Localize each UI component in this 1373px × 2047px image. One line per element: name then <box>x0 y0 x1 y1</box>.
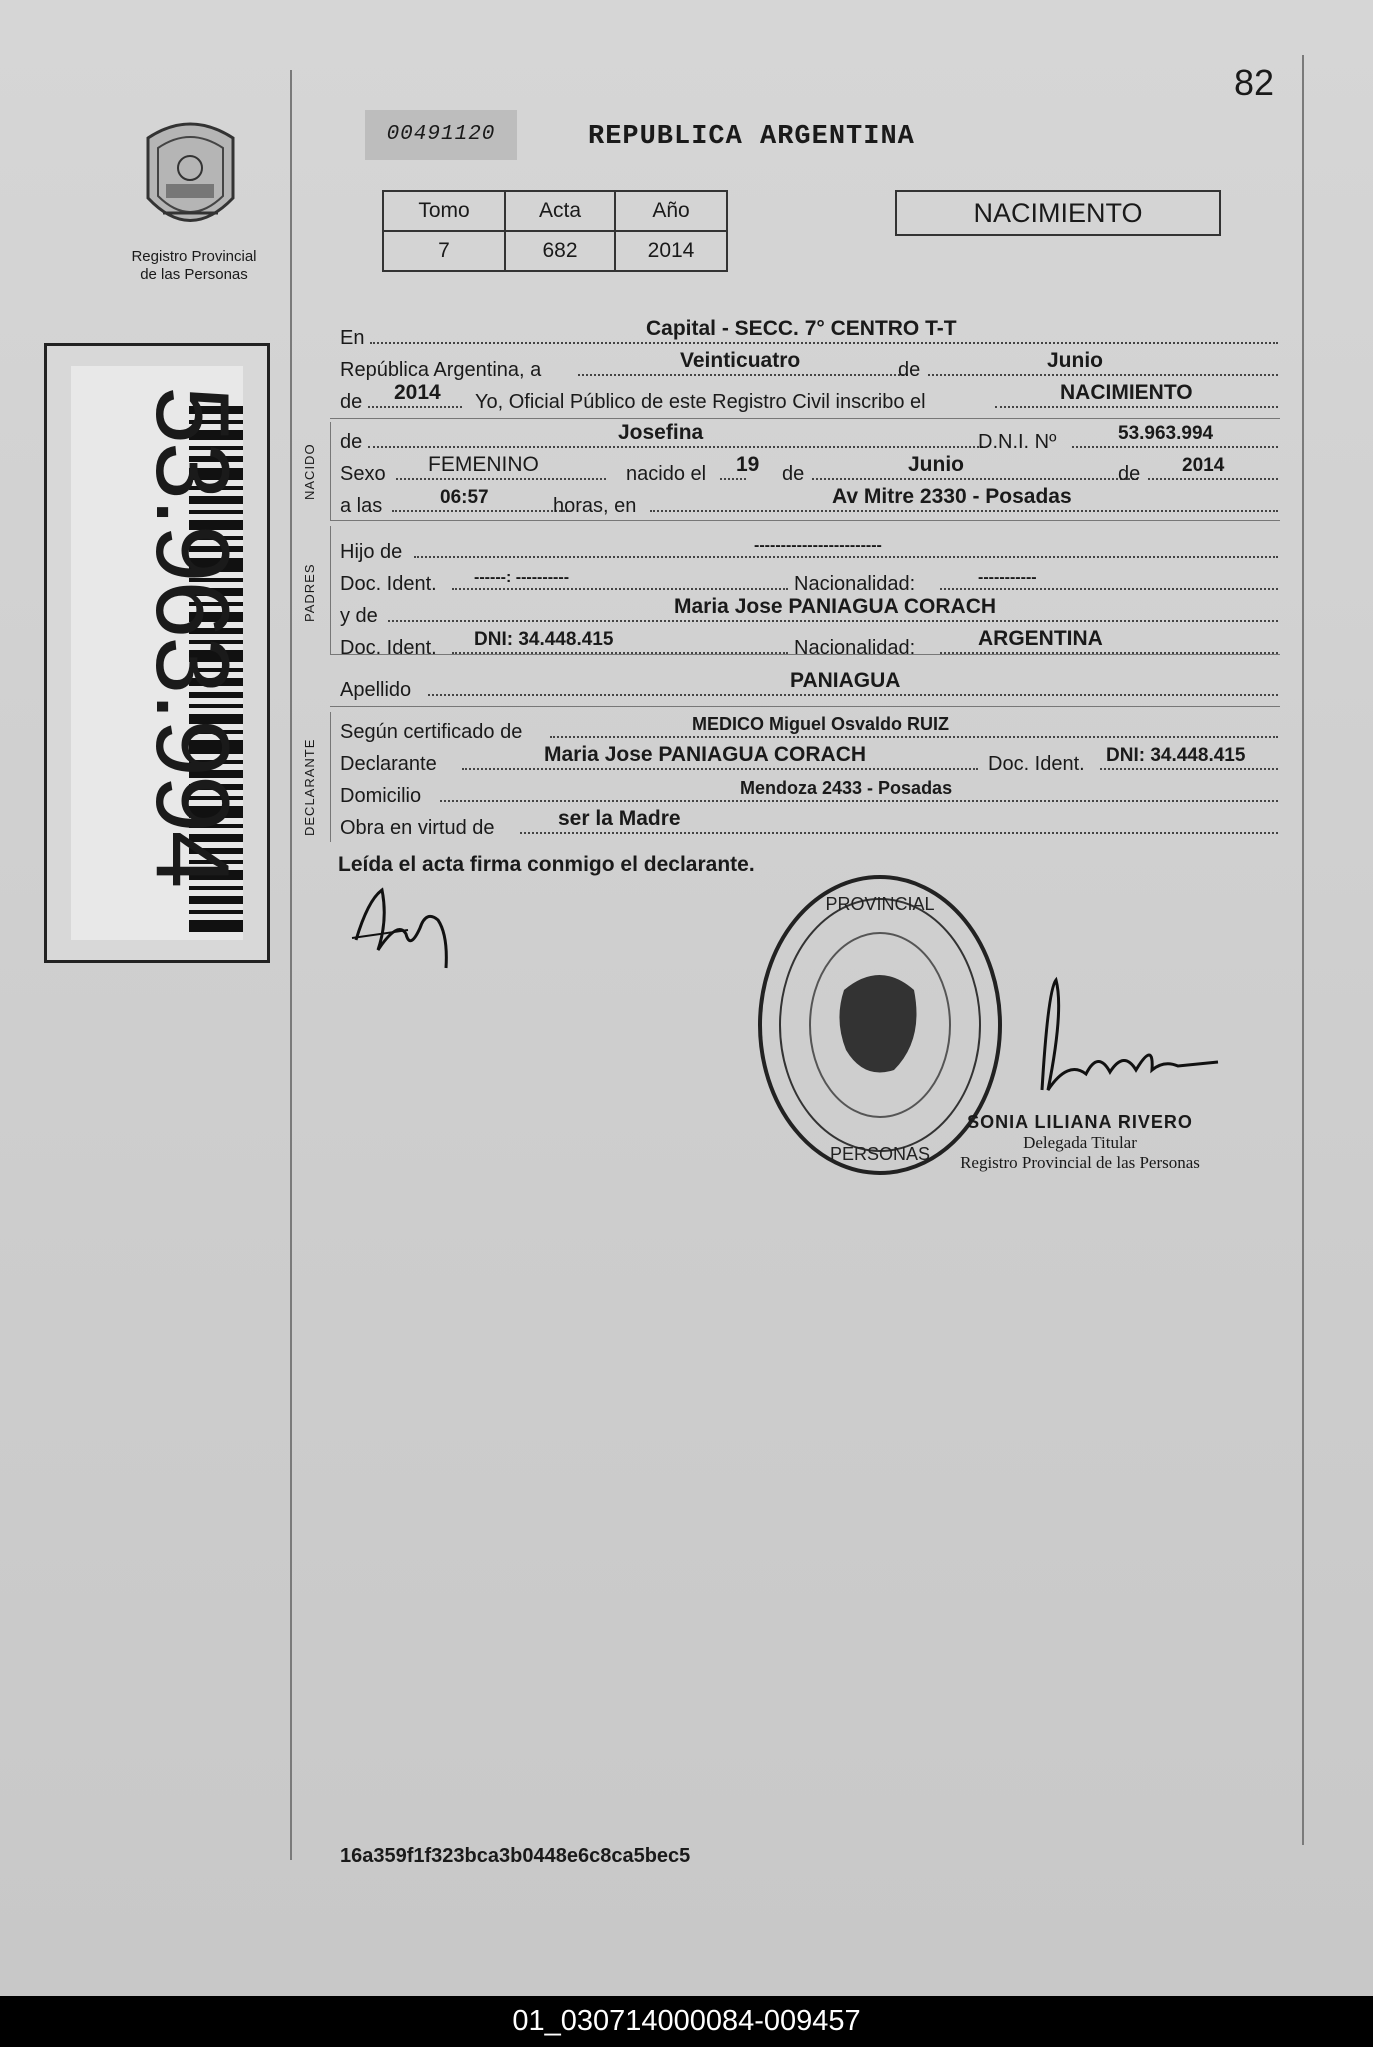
line-address <box>340 778 1278 808</box>
label-surname: Apellido <box>340 679 412 701</box>
section-declarant: DECLARANTE <box>302 738 317 836</box>
official-block <box>930 1112 1230 1173</box>
label-en: En <box>340 327 365 349</box>
label-time: a las <box>340 495 383 517</box>
barcode-label <box>44 343 270 963</box>
value-address: Mendoza 2433 - Posadas <box>740 778 953 798</box>
label-inscribe: Yo, Oficial Público de este Registro Civil inscribo el <box>475 391 926 413</box>
value-day: Veinticuatro <box>680 349 801 372</box>
label-and: y de <box>340 605 378 627</box>
value-time: 06:57 <box>440 487 489 508</box>
line-surname <box>340 669 1278 702</box>
declarant-signature-icon <box>348 880 458 970</box>
line-year <box>340 381 1278 414</box>
right-margin-line <box>1302 55 1304 1845</box>
line-born-sex <box>340 453 1278 486</box>
label-address: Domicilio <box>340 785 422 807</box>
section-born: NACIDO <box>302 443 317 500</box>
footer-id-bar: 01_030714000084-009457 <box>0 1996 1373 2047</box>
line-mother-doc <box>340 627 1278 660</box>
label-declarant-doc: Doc. Ident. <box>988 753 1085 775</box>
label-born-on: nacido el <box>626 463 707 485</box>
value-birth-year: 2014 <box>1182 455 1225 476</box>
value-surname: PANIAGUA <box>790 669 901 692</box>
reading-note: Leída el acta firma conmigo el declarante. <box>338 853 755 876</box>
label-de-year: de <box>340 391 363 413</box>
official-role: Delegada Titular <box>1023 1133 1137 1152</box>
country-title: REPUBLICA ARGENTINA <box>588 122 915 152</box>
value-capacity: ser la Madre <box>558 807 681 830</box>
line-declarant <box>340 743 1278 776</box>
value-name: Josefina <box>618 421 704 444</box>
ref-header-acta: Acta <box>505 191 615 231</box>
label-de-birth-month: de <box>782 463 805 485</box>
label-republic: República Argentina, a <box>340 359 542 381</box>
value-act: NACIMIENTO <box>1060 381 1193 404</box>
svg-text:PROVINCIAL: PROVINCIAL <box>825 894 935 914</box>
line-place <box>340 317 1278 350</box>
line-date <box>340 349 1278 382</box>
label-father-nationality: Nacionalidad: <box>794 573 916 595</box>
svg-text:PERSONAS: PERSONAS <box>829 1144 931 1164</box>
value-sex: FEMENINO <box>428 453 539 476</box>
label-dni: D.N.I. Nº <box>978 431 1057 453</box>
label-declarant: Declarante <box>340 753 437 775</box>
value-certificate: MEDICO Miguel Osvaldo RUIZ <box>692 714 950 734</box>
left-margin-line <box>290 70 292 1860</box>
separator <box>330 654 1280 655</box>
barcode-number: 53.963.994 <box>134 386 250 887</box>
label-capacity: Obra en virtud de <box>340 817 495 839</box>
ref-header-ano: Año <box>615 191 727 231</box>
label-sex: Sexo <box>340 463 386 485</box>
value-birth-day: 19 <box>736 453 760 476</box>
separator <box>330 520 1280 521</box>
registry-name <box>110 248 278 284</box>
document-type-box: NACIMIENTO <box>895 190 1221 236</box>
value-father-nationality: ----------- <box>978 569 1037 586</box>
line-born-name <box>340 421 1278 454</box>
line-born-time <box>340 485 1278 518</box>
document-hash: 16a359f1f323bca3b0448e6c8ca5bec5 <box>340 1845 691 1867</box>
registry-name-line1: Registro Provincial <box>131 248 257 265</box>
value-declarant: Maria Jose PANIAGUA CORACH <box>544 743 867 766</box>
serial-stamp: 00491120 <box>365 110 517 160</box>
value-father-doc: ------: ---------- <box>474 569 570 586</box>
registry-name-line2: de las Personas <box>140 266 248 283</box>
official-name: SONIA LILIANA RIVERO <box>967 1112 1193 1132</box>
value-birth-place: Av Mitre 2330 - Posadas <box>832 485 1072 508</box>
province-seal-icon <box>138 118 243 243</box>
line-mother <box>340 595 1278 628</box>
value-declarant-doc: DNI: 34.448.415 <box>1106 745 1246 766</box>
label-mother-nationality: Nacionalidad: <box>794 637 916 659</box>
line-father <box>340 534 1278 564</box>
page-number: 82 <box>1234 62 1275 103</box>
label-hours: horas, en <box>553 495 637 517</box>
label-mother-doc: Doc. Ident. <box>340 637 437 659</box>
value-dni: 53.963.994 <box>1118 423 1214 444</box>
official-signature-icon <box>1028 970 1228 1110</box>
value-mother: Maria Jose PANIAGUA CORACH <box>674 595 997 618</box>
ref-value-tomo: 7 <box>383 231 505 271</box>
line-certificate <box>340 714 1278 744</box>
value-year: 2014 <box>394 381 441 404</box>
ref-header-tomo: Tomo <box>383 191 505 231</box>
label-father-doc: Doc. Ident. <box>340 573 437 595</box>
value-month: Junio <box>1047 349 1103 372</box>
barcode-panel <box>71 366 250 940</box>
label-de-month: de <box>898 359 921 381</box>
separator <box>330 418 1280 419</box>
ref-value-acta: 682 <box>505 231 615 271</box>
line-capacity <box>340 807 1278 840</box>
label-de-name: de <box>340 431 363 453</box>
label-de-birth-year: de <box>1118 463 1141 485</box>
section-parents: PADRES <box>302 563 317 622</box>
ref-value-ano: 2014 <box>615 231 727 271</box>
value-place: Capital - SECC. 7° CENTRO T-T <box>646 317 957 340</box>
value-mother-doc: DNI: 34.448.415 <box>474 629 614 650</box>
line-father-doc <box>340 566 1278 596</box>
label-certificate: Según certificado de <box>340 721 523 743</box>
value-mother-nationality: ARGENTINA <box>978 627 1103 650</box>
official-office: Registro Provincial de las Personas <box>960 1153 1200 1172</box>
separator <box>330 706 1280 707</box>
value-birth-month: Junio <box>908 453 964 476</box>
label-child-of: Hijo de <box>340 541 403 563</box>
value-father: ------------------------ <box>754 537 882 554</box>
reference-table <box>382 190 728 272</box>
